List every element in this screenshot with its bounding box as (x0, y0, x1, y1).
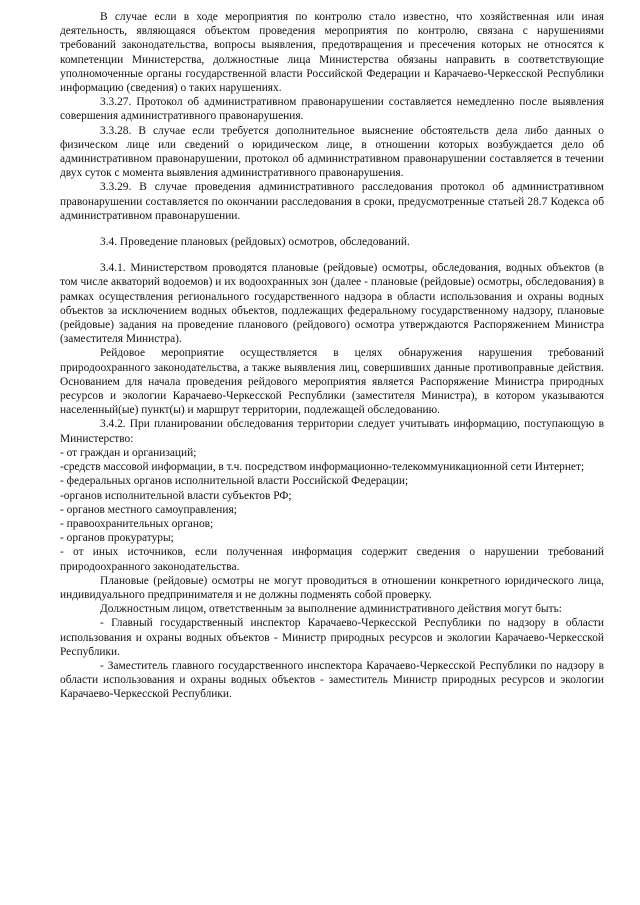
paragraph-3-3-28: 3.3.28. В случае если требуется дополнительное выяснение обстоятельств дела либо данных о физическом лице или сведений о юридическом лице, в отношении которых возбуждается дело об административном правонарушении, протокол об административном правонарушении составляется в течении двух суток с момента выявления административного правонарушения. (60, 124, 604, 180)
paragraph-3-3-29: 3.3.29. В случае проведения административного расследования протокол об административном правонарушении составляется по окончании расследования в сроки, предусмотренные статьей 28.7 Кодекса об административном правонарушении. (60, 181, 604, 222)
list-item: - от граждан и организаций; (60, 446, 197, 459)
paragraph-planned: Плановые (рейдовые) осмотры не могут проводиться в отношении конкретного юридического лица, индивидуального предпринимателя и не должны подменять собой проверку. (60, 574, 604, 601)
list-item: - правоохранительных органов; (60, 517, 214, 530)
paragraph-3-4-1: 3.4.1. Министерством проводятся плановые (рейдовые) осмотры, обследования, водных объектов (в том числе акваторий водоемов) и их водоохранных зон (далее - плановые (рейдовые) осмотры, обследования) в рамках осуществления регионального государственного надзора в области использования и охраны водных объектов за исключением водных объектов, подлежащих федеральному государственному надзору, плановые (рейдовые) задания на проведение планового (рейдового) осмотра утверждаются Распоряжением Министра (заместителя Министра). (60, 262, 604, 346)
list-item: -органов исполнительной власти субъектов РФ; (60, 489, 292, 502)
list-item: - органов местного самоуправления; (60, 503, 237, 516)
list-item: -средств массовой информации, в т.ч. посредством информационно-телекоммуникационной сети Интернет; (60, 461, 585, 474)
paragraph-official-2: - Заместитель главного государственного инспектора Карачаево-Черкесской Республики по надзору в области использования и охраны водных объектов - заместитель Министр природных ресурсов и экологии Карачаево-Черкесской Республики. (60, 659, 604, 701)
paragraph-3-3-27: 3.3.27. Протокол об административном правонарушении составляется немедленно после выявления совершения административного правонарушения. (60, 96, 604, 123)
paragraph-intro: В случае если в ходе мероприятия по контролю стало известно, что хозяйственная или иная деятельность, являющаяся объектом проведения мероприятия по контролю, связана с нарушениями требований законодательства, вопросы выявления, предотвращения и пресечения которых не относятся к компетенции Министерства, должностные лица Министерства обязаны направить в соответствующие уполномоченные органы государственной власти Российской Федерации и Карачаево-Черкесской Республики информацию (сведения) о таких нарушениях. (60, 11, 604, 95)
list-item: - федеральных органов исполнительной власти Российской Федерации; (60, 475, 409, 488)
list-item: - органов прокуратуры; (60, 532, 174, 545)
sources-list (60, 446, 604, 574)
paragraph-3-4-2: 3.4.2. При планировании обследования территории следует учитывать информацию, поступающую в Министерство: (60, 418, 604, 445)
paragraph-official-1: - Главный государственный инспектор Карачаево-Черкесской Республики по надзору в области использования и охраны водных объектов - Министр природных ресурсов и экологии Карачаево-Черкесской Республики. (60, 617, 604, 658)
paragraph-raid: Рейдовое мероприятие осуществляется в целях обнаружения нарушения требований природоохранного законодательства, а также выявления лиц, совершивших данные противоправные действия. Основанием для начала проведения рейдового мероприятия является Распоряжение Министра природных ресурсов и экологии Карачаево-Черкесской Республики (заместителя Министра), в котором указываются населенный(ые) пункт(ы) и маршрут территории, подлежащей обследованию. (60, 347, 604, 417)
paragraph-officials: Должностным лицом, ответственным за выполнение административного действия могут быть: (100, 603, 562, 616)
list-item: - от иных источников, если полученная информация содержит сведения о нарушении требований природоохранного законодательства. (60, 546, 604, 573)
section-3-4-heading: 3.4. Проведение плановых (рейдовых) осмотров, обследований. (100, 236, 410, 249)
